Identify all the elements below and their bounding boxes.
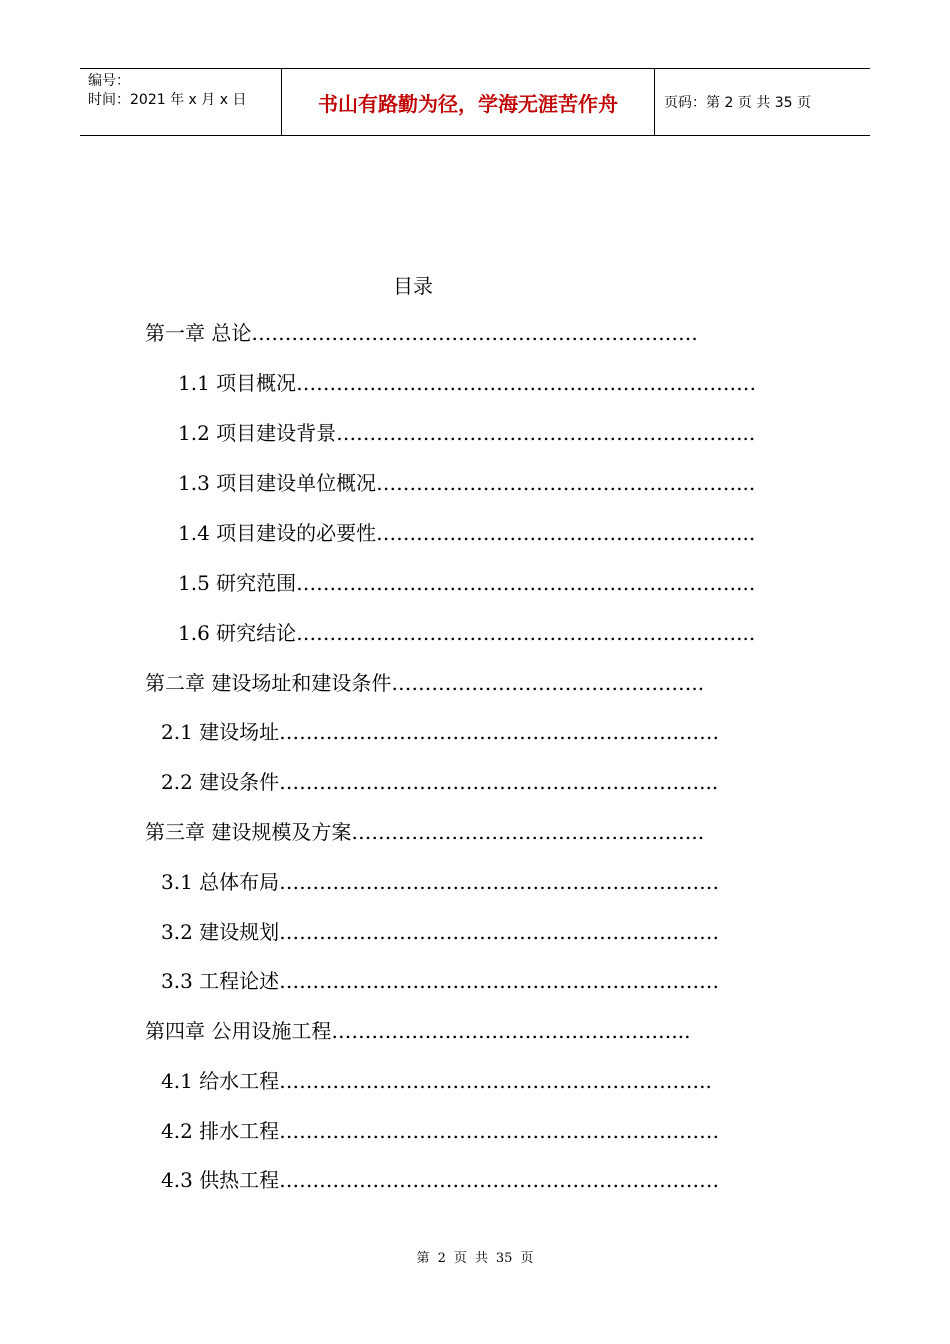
toc-entry[interactable]: [161, 1068, 712, 1094]
toc-entry[interactable]: [145, 1018, 690, 1044]
toc-title: 目录: [393, 274, 433, 298]
toc-entry-text: 2.1 建设场址: [161, 720, 280, 744]
toc-leader-dots: ………………………………………………………….: [251, 321, 698, 345]
footer-total-word: 共: [474, 1251, 488, 1266]
toc-leader-dots: …………………………………………………………: [279, 1168, 720, 1192]
toc-leader-dots: …………………………………………………………: [279, 969, 720, 993]
toc-entry-text: 第三章 建设规模及方案: [145, 820, 352, 844]
toc-entry[interactable]: [178, 370, 756, 396]
toc-entry[interactable]: [178, 570, 755, 596]
toc-entry[interactable]: [178, 470, 755, 496]
toc-entry[interactable]: [161, 968, 719, 994]
toc-leader-dots: …………………………………………………………: [279, 1119, 720, 1143]
toc-entry[interactable]: [161, 1167, 719, 1193]
toc-entry-text: 4.3 供热工程: [161, 1168, 280, 1192]
toc-entry[interactable]: [161, 869, 719, 895]
toc-entry-text: 1.5 研究范围: [178, 571, 297, 595]
toc-leader-dots: ……………………………………………………………: [296, 371, 757, 395]
toc-entry[interactable]: [161, 769, 718, 795]
toc-leader-dots: ………………………………………………...: [376, 471, 756, 495]
document-number-label: 编号：: [88, 73, 130, 89]
toc-entry[interactable]: [161, 919, 719, 945]
toc-entry-text: 1.1 项目概况: [178, 371, 297, 395]
toc-entry-text: 3.1 总体布局: [161, 870, 280, 894]
toc-leader-dots: …………………………………………………………: [279, 720, 720, 744]
header-page-info: 页码：第 2 页 共 35 页: [664, 95, 811, 111]
toc-entry[interactable]: [178, 420, 755, 446]
toc-entry-text: 1.4 项目建设的必要性: [178, 521, 377, 545]
toc-entry-text: 1.2 项目建设背景: [178, 421, 337, 445]
header-motto: 书山有路勤为径，学海无涯苦作舟: [282, 69, 655, 135]
toc-leader-dots: …………………………………………………………...: [296, 571, 756, 595]
toc-entry-text: 第一章 总论: [145, 321, 252, 345]
toc-entry[interactable]: [161, 719, 719, 745]
toc-entry[interactable]: [145, 320, 698, 346]
toc-entry-text: 4.2 排水工程: [161, 1119, 280, 1143]
toc-entry-text: 3.3 工程论述: [161, 969, 280, 993]
footer-total-number: 35: [495, 1251, 513, 1266]
toc-entry[interactable]: [178, 620, 755, 646]
toc-entry-text: 4.1 给水工程: [161, 1069, 280, 1093]
toc-entry[interactable]: [161, 1118, 719, 1144]
toc-leader-dots: ……………………………………………...: [331, 1019, 691, 1043]
footer-page-unit: 页: [453, 1251, 467, 1266]
toc-leader-dots: ………………………………………..: [391, 671, 705, 695]
footer-page-word: 第: [416, 1251, 430, 1266]
toc-leader-dots: …………………………………………………………: [279, 920, 720, 944]
toc-entry[interactable]: [178, 520, 755, 546]
toc-entry[interactable]: [145, 819, 704, 845]
toc-entry-text: 3.2 建设规划: [161, 920, 280, 944]
toc-leader-dots: ………………………………………………………...: [279, 770, 719, 794]
document-time-label: 时间：2021 年 x 月 x 日: [88, 92, 247, 108]
toc-entry-text: 1.6 研究结论: [178, 621, 297, 645]
toc-entry-text: 1.3 项目建设单位概况: [178, 471, 377, 495]
toc-leader-dots: ………………………………………………………..: [279, 1069, 712, 1093]
toc-entry-text: 第二章 建设场址和建设条件: [145, 671, 392, 695]
toc-leader-dots: ………………………………………………...: [376, 521, 756, 545]
page-header: [80, 68, 870, 136]
toc-entry[interactable]: [145, 670, 704, 696]
toc-leader-dots: …………………………………………………………: [279, 870, 720, 894]
footer-page-number: 2: [437, 1251, 446, 1266]
header-meta: [80, 69, 282, 135]
toc-entry-text: 2.2 建设条件: [161, 770, 280, 794]
toc-entry-text: 第四章 公用设施工程: [145, 1019, 332, 1043]
toc-leader-dots: ……………………………………………………...: [336, 421, 756, 445]
page-footer: [0, 1247, 950, 1266]
footer-total-unit: 页: [520, 1251, 534, 1266]
toc-leader-dots: …………………………………………………………...: [296, 621, 756, 645]
toc-leader-dots: ……………………………………………..: [351, 820, 705, 844]
